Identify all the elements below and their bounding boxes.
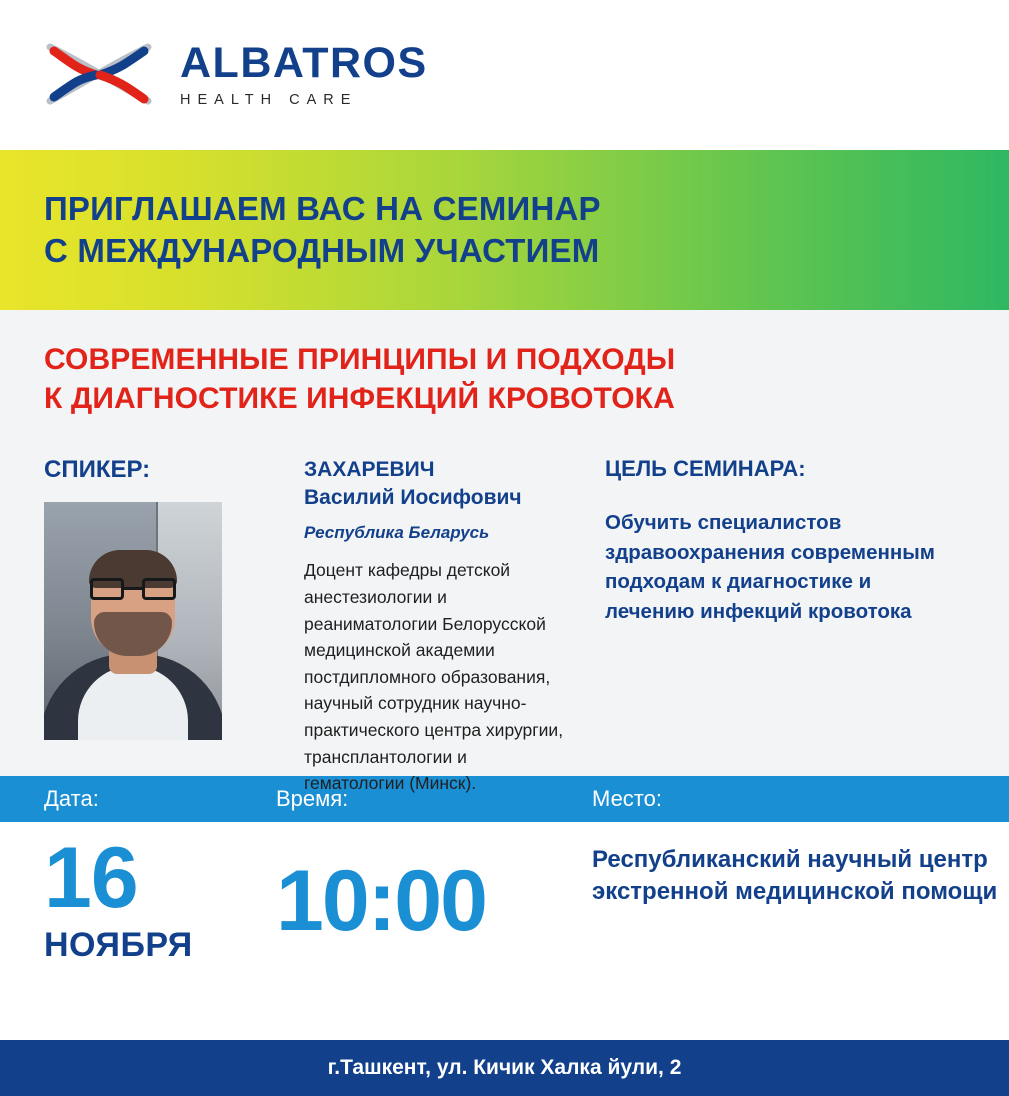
place-block — [592, 822, 1009, 1040]
date-month: НОЯБРЯ — [44, 925, 193, 964]
logo-title: ALBATROS — [180, 39, 428, 87]
header — [0, 0, 1009, 150]
footer-address: г.Ташкент, ул. Кичик Халка йули, 2 — [327, 1056, 682, 1079]
footer — [0, 1040, 1009, 1096]
time-label: Время: — [276, 786, 349, 811]
speaker-photo — [44, 502, 222, 740]
speaker-label: СПИКЕР: — [44, 456, 151, 483]
place-text: Республиканский научный центр экстренной медицинской помощи — [592, 846, 998, 906]
albatros-helix-icon — [44, 39, 162, 111]
logo-text — [180, 39, 428, 108]
date-day: 16 — [44, 830, 138, 926]
banner-line-2: С МЕЖДУНАРОДНЫМ УЧАСТИЕМ — [44, 232, 600, 269]
speaker-column — [44, 456, 276, 748]
place-label: Место: — [592, 786, 662, 811]
logo — [44, 39, 428, 111]
speaker-given-name: Василий Иосифович — [304, 485, 522, 509]
banner-text-wrap — [44, 188, 601, 272]
speaker-info — [276, 456, 589, 794]
photo-glasses-icon — [90, 578, 176, 600]
speaker-surname: ЗАХАРЕВИЧ — [304, 458, 435, 481]
date-block — [0, 822, 232, 1040]
speaker-country: Республика Беларусь — [304, 523, 490, 543]
time-block — [232, 822, 592, 1040]
time-value: 10:00 — [276, 853, 486, 949]
goal-column — [589, 456, 965, 748]
details-section — [0, 822, 1009, 1040]
date-label: Дата: — [44, 786, 99, 811]
speaker-bio: Доцент кафедры детской анестезиологии и реаниматологии Белорусской медицинской академии постдипломного образования, научный сотрудник научно-практического центра хирургии, трансплантологии и гематологии (Минск). — [304, 560, 564, 794]
goal-text: Обучить специалистов здравоохранения современным подходам к диагностике и лечению инфекций кровотока — [605, 511, 935, 624]
logo-subtitle: HEALTH CARE — [180, 92, 358, 108]
goal-label: ЦЕЛЬ СЕМИНАРА: — [605, 456, 806, 481]
seminar-title-line-2: К ДИАГНОСТИКЕ ИНФЕКЦИЙ КРОВОТОКА — [44, 382, 675, 415]
speaker-section — [0, 438, 1009, 794]
banner-line-1: ПРИГЛАШАЕМ ВАС НА СЕМИНАР — [44, 190, 601, 228]
invitation-banner — [0, 150, 1009, 310]
seminar-title-line-1: СОВРЕМЕННЫЕ ПРИНЦИПЫ И ПОДХОДЫ — [44, 343, 676, 376]
seminar-title-block — [0, 310, 1009, 438]
